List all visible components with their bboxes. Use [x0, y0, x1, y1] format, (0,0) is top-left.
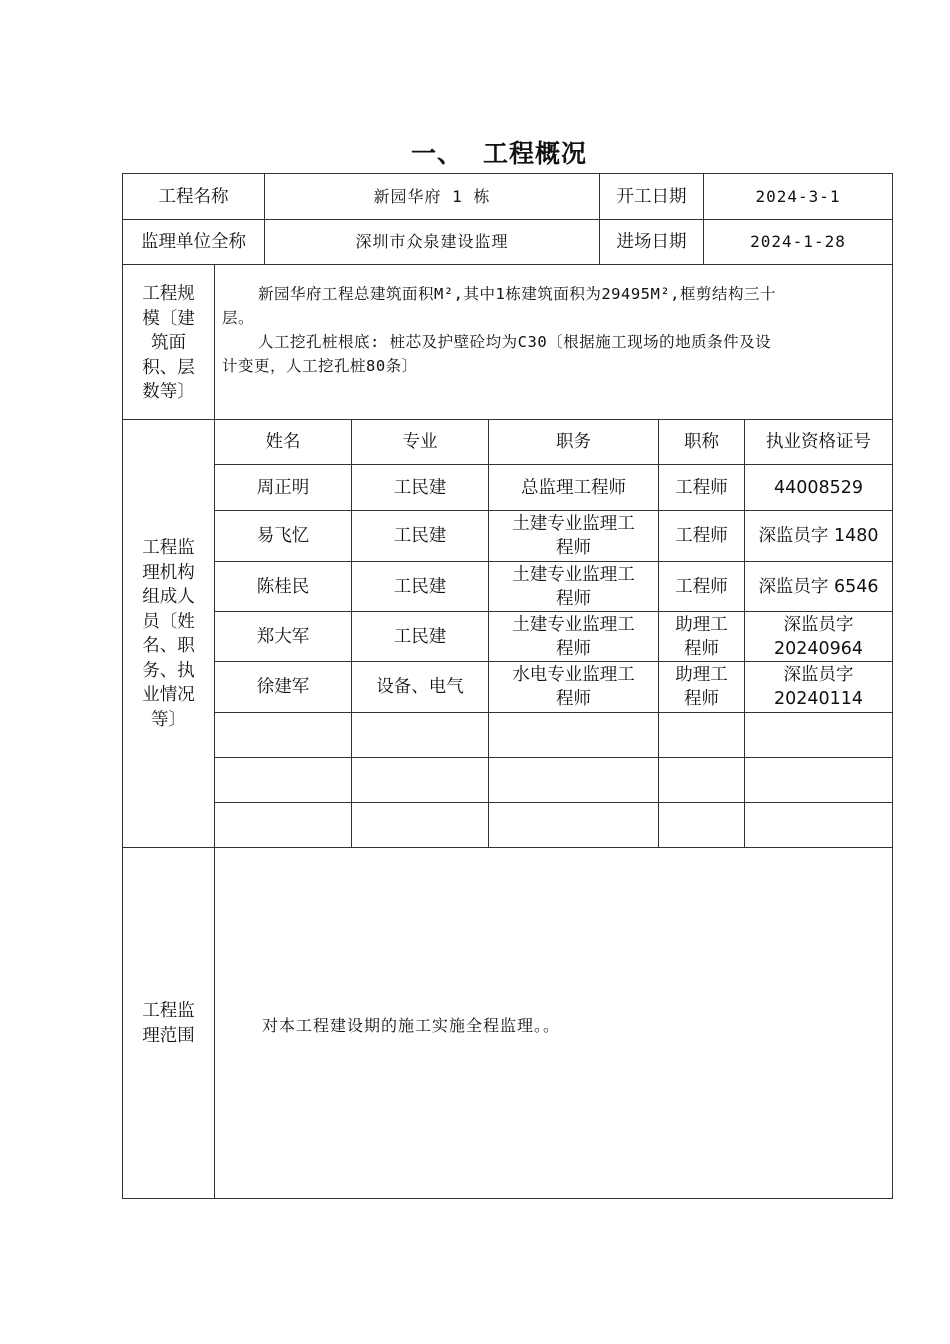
staff-row-4-cert: 深监员字 20240964: [773, 614, 864, 659]
staff-header-title: 职称: [684, 432, 719, 452]
staff-row-2-name: 易飞忆: [256, 526, 310, 546]
staff-row-2-title: 工程师: [675, 526, 728, 546]
scale-para2-line1: 人工挖孔桩根底: 桩芯及护壁砼均为C30〔根据施工现场的地质条件及设: [258, 333, 772, 351]
staff-header-name: 姓名: [265, 432, 301, 452]
staff-label: 工程监 理机构 组成人 员〔姓 名、职 务、执 业情况 等〕: [142, 538, 195, 730]
staff-row-3-title: 工程师: [675, 576, 728, 597]
staff-header-cert: 执业资格证号: [766, 432, 871, 452]
project-name-value: 新园华府 1 栋: [373, 186, 491, 206]
staff-row-5-cert: 深监员字 20240114: [773, 665, 864, 709]
staff-header-position: 职务: [556, 432, 591, 452]
staff-row-3-cert: 深监员字 6546: [758, 576, 879, 597]
staff-row-5-position: 水电专业监理工 程师: [512, 665, 635, 709]
supervisor-unit-label: 监理单位全称: [141, 232, 246, 252]
staff-row-4-name: 郑大军: [256, 626, 310, 647]
staff-row-1-major: 工民建: [393, 477, 447, 498]
title-text: 工程概况: [483, 139, 588, 168]
staff-row-5-title: 助理工 程师: [675, 665, 728, 709]
start-date-value: 2024-3-1: [755, 186, 841, 206]
project-name-label: 工程名称: [158, 186, 229, 207]
staff-row-4-title: 助理工 程师: [675, 614, 728, 659]
staff-row-1-title: 工程师: [675, 477, 728, 498]
scale-description: [222, 282, 886, 378]
title-number: 一、: [410, 139, 463, 168]
scope-description: 对本工程建设期的施工实施全程监理。。: [262, 1016, 561, 1035]
staff-row-3-name: 陈桂民: [256, 576, 310, 597]
entry-date-value: 2024-1-28: [750, 232, 846, 251]
scale-label: 工程规 模〔建 筑面 积、层 数等〕: [142, 284, 195, 402]
staff-row-3-major: 工民建: [393, 576, 447, 597]
staff-header-major: 专业: [402, 432, 438, 452]
staff-row-1-name: 周正明: [256, 477, 310, 498]
staff-row-5-major: 设备、电气: [376, 677, 464, 697]
scope-label: 工程监 理范围: [142, 1001, 195, 1046]
staff-row-5-name: 徐建军: [256, 677, 310, 697]
staff-row-2-cert: 深监员字 1480: [758, 526, 879, 546]
scale-para1-line1: 新园华府工程总建筑面积M²,其中1栋建筑面积为29495M²,框剪结构三十: [258, 285, 776, 303]
staff-row-2-major: 工民建: [393, 526, 447, 546]
entry-date-label: 进场日期: [616, 232, 687, 252]
start-date-label: 开工日期: [616, 186, 687, 207]
staff-row-4-position: 土建专业监理工 程师: [512, 614, 635, 659]
staff-row-4-major: 工民建: [393, 626, 447, 647]
staff-row-3-position: 土建专业监理工 程师: [512, 564, 635, 609]
staff-row-1-position: 总监理工程师: [521, 477, 626, 498]
staff-row-2-position: 土建专业监理工 程师: [512, 514, 635, 558]
supervisor-unit-value: 深圳市众泉建设监理: [355, 232, 509, 251]
staff-row-1-cert: 44008529: [773, 477, 864, 498]
scale-para1-line2: 层。: [222, 309, 255, 327]
scale-para2-line2: 计变更，人工挖孔桩80条〕: [222, 357, 418, 375]
